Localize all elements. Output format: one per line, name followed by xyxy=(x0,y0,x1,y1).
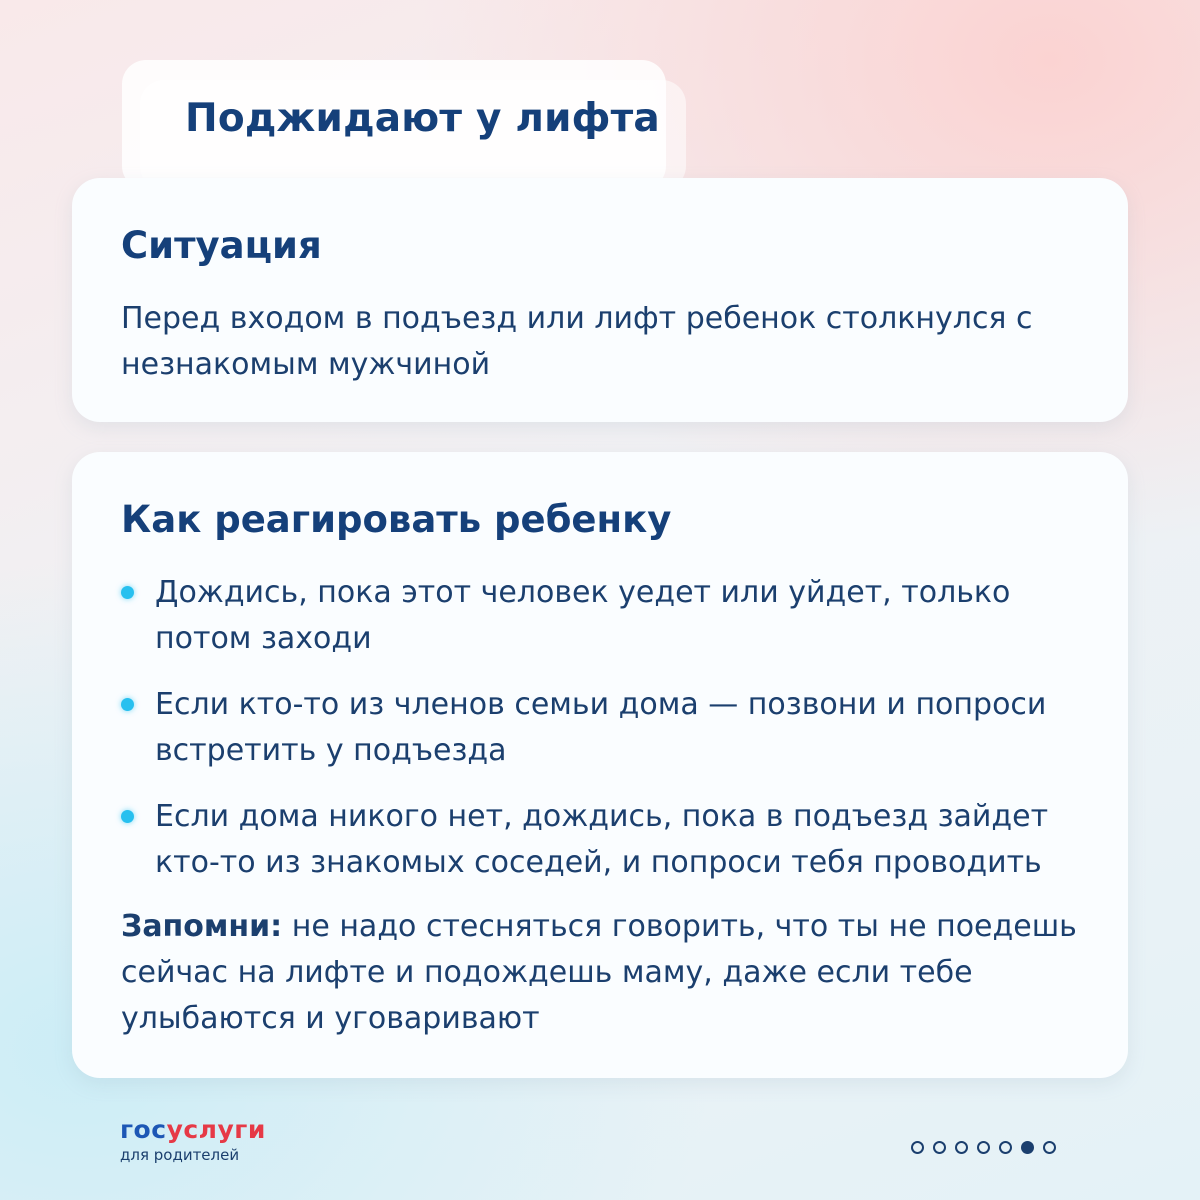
pager-dot[interactable] xyxy=(1043,1141,1056,1154)
pager-dot[interactable] xyxy=(955,1141,968,1154)
remember-text: не надо стесняться говорить, что ты не поедешь сейчас на лифте и подождешь маму, даже если тебе улыбаются и уговаривают xyxy=(121,909,1077,1036)
list-item xyxy=(121,682,1098,774)
logo-wordmark xyxy=(120,1116,266,1144)
situation-card xyxy=(72,178,1128,422)
bullet-dot-icon xyxy=(121,698,134,711)
situation-text: Перед входом в подъезд или лифт ребенок столкнулся с незнакомым мужчиной xyxy=(121,301,1033,382)
page-title: Поджидают у лифта xyxy=(185,96,660,141)
list-item-text: Если кто-то из членов семьи дома — позвони и попроси встретить у подъезда xyxy=(155,687,1047,768)
remember-label: Запомни: xyxy=(121,909,283,944)
situation-heading: Ситуация xyxy=(121,224,322,267)
list-item xyxy=(121,794,1098,886)
pager-dot[interactable] xyxy=(999,1141,1012,1154)
pagination-dots[interactable] xyxy=(911,1141,1056,1154)
list-item xyxy=(121,570,1098,662)
reaction-heading: Как реагировать ребенку xyxy=(121,498,672,541)
pager-dot[interactable] xyxy=(911,1141,924,1154)
reaction-list xyxy=(121,570,1098,906)
list-item-text: Если дома никого нет, дождись, пока в подъезд зайдет кто-то из знакомых соседей, и попроси тебя проводить xyxy=(155,799,1049,880)
logo-subtitle: для родителей xyxy=(120,1146,240,1164)
logo-part-uslugi: услуги xyxy=(166,1115,266,1144)
pager-dot[interactable] xyxy=(933,1141,946,1154)
bullet-dot-icon xyxy=(121,586,134,599)
list-item-text: Дождись, пока этот человек уедет или уйдет, только потом заходи xyxy=(155,575,1011,656)
reaction-card xyxy=(72,452,1128,1078)
gosuslugi-logo[interactable] xyxy=(120,1116,266,1165)
bullet-dot-icon xyxy=(121,810,134,823)
pager-dot[interactable] xyxy=(977,1141,990,1154)
logo-part-gos: гос xyxy=(120,1115,167,1144)
remember-note xyxy=(121,904,1098,1042)
pager-dot-active[interactable] xyxy=(1021,1141,1034,1154)
